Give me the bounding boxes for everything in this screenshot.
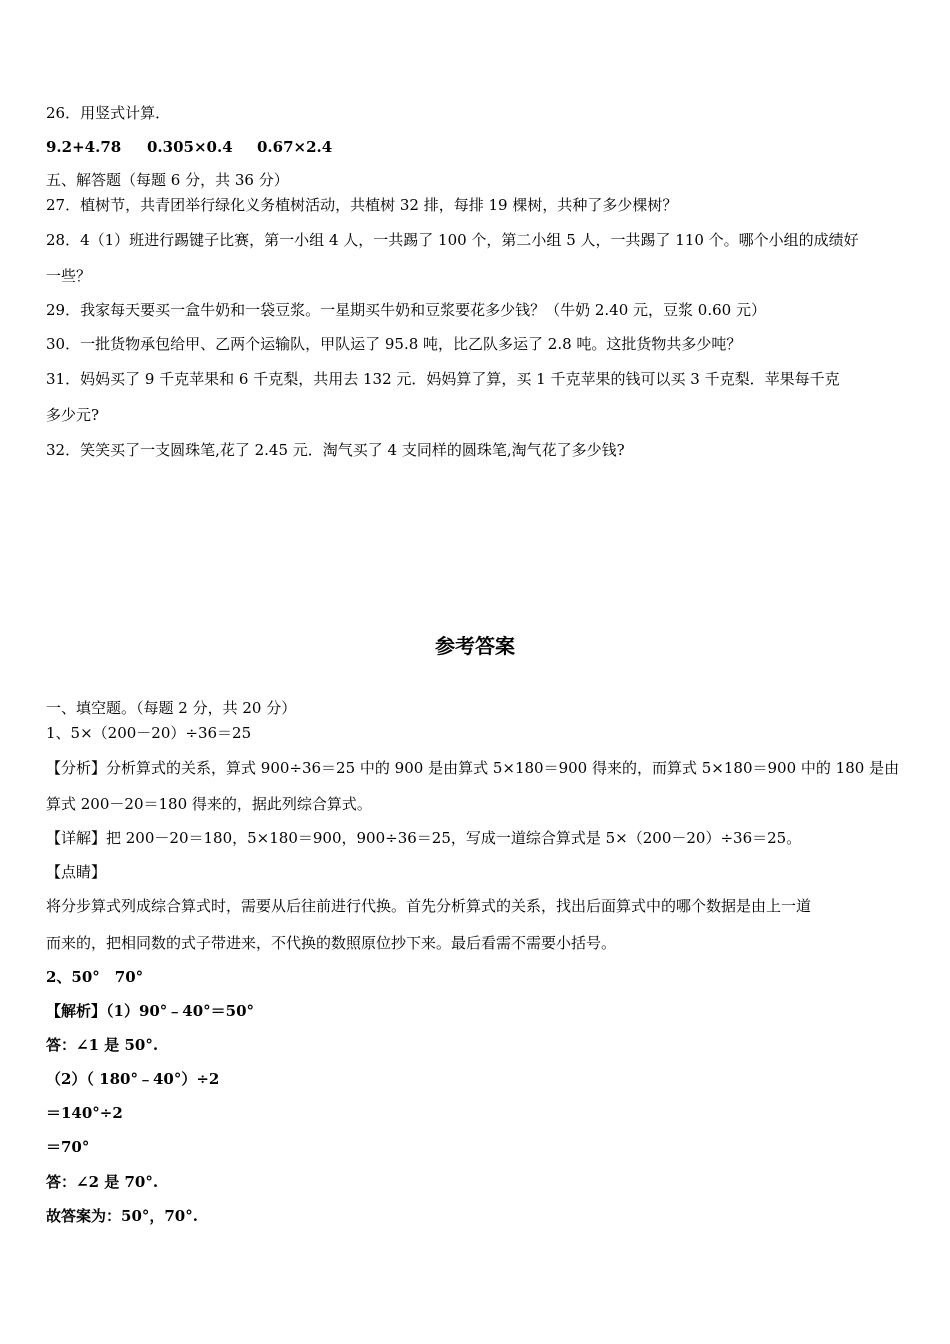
answer-2-step-2: ＝140°÷2: [46, 1104, 123, 1122]
calc-expression-2: 0.305×0.4: [147, 138, 233, 156]
answer-2-answer-1: 答：∠1 是 50°.: [46, 1036, 159, 1054]
calc-expression-3: 0.67×2.4: [257, 138, 333, 156]
answer-2-answer-2: 答：∠2 是 70°.: [46, 1173, 159, 1191]
calc-expression-1: 9.2+4.78: [46, 138, 122, 156]
answer-1-tip-line-2: 而来的，把相同数的式子带进来，不代换的数照原位抄下来。最后看需不需要小括号。: [46, 934, 617, 952]
question-31-line-1: 31．妈妈买了 9 千克苹果和 6 千克梨，共用去 132 元．妈妈算了算，买 1 千克苹果的钱可以买 3 千克梨．苹果每千克: [46, 370, 840, 388]
answers-section-1-heading: 一、填空题。（每题 2 分，共 20 分）: [46, 699, 297, 717]
answer-1-tip-heading: 【点睛】: [46, 863, 107, 881]
answer-2-analysis: 【解析】（1）90°﹣40°＝50°: [46, 1002, 255, 1020]
question-26: 26．用竖式计算．: [46, 104, 171, 122]
question-28-line-2: 一些？: [46, 267, 92, 285]
answer-2-final: 故答案为：50°，70°.: [46, 1207, 198, 1225]
question-29: 29．我家每天要买一盒牛奶和一袋豆浆。一星期买牛奶和豆浆要花多少钱？（牛奶 2.40 元，豆浆 0.60 元）: [46, 301, 766, 319]
answer-1-detail: 【详解】把 200－20＝180，5×180＝900，900÷36＝25，写成一道综合算式是 5×（200－20）÷36＝25。: [46, 829, 802, 847]
question-28-line-1: 28．4（1）班进行踢键子比赛，第一小组 4 人，一共踢了 100 个，第二小组 5 人，一共踢了 110 个。哪个小组的成绩好: [46, 231, 859, 249]
answer-2-step-3: ＝70°: [46, 1138, 90, 1156]
answer-2: 2、50° 70°: [46, 968, 144, 986]
answer-1-tip-line-1: 将分步算式列成综合算式时，需要从后往前进行代换。首先分析算式的关系，找出后面算式中的哪个数据是由上一道: [46, 897, 812, 915]
answer-1-analysis-line-1: 【分析】分析算式的关系，算式 900÷36＝25 中的 900 是由算式 5×180＝900 得来的，而算式 5×180＝900 中的 180 是由: [46, 759, 900, 777]
answer-1-analysis-line-2: 算式 200－20＝180 得来的，据此列综合算式。: [46, 795, 372, 813]
question-31-line-2: 多少元?: [46, 406, 100, 424]
answers-title: 参考答案: [435, 634, 515, 658]
calc-expressions: [46, 137, 332, 157]
answer-2-step-1: （2）（ 180°﹣40°）÷2: [46, 1070, 220, 1088]
section-5-heading: 五、解答题（每题 6 分，共 36 分）: [46, 171, 289, 189]
question-30: 30．一批货物承包给甲、乙两个运输队，甲队运了 95.8 吨，比乙队多运了 2.8 吨。这批货物共多少吨？: [46, 335, 742, 353]
question-32: 32．笑笑买了一支圆珠笔,花了 2.45 元．淘气买了 4 支同样的圆珠笔,淘气花了多少钱?: [46, 441, 625, 459]
question-27: 27．植树节，共青团举行绿化义务植树活动，共植树 32 排，每排 19 棵树，共种了多少棵树？: [46, 196, 678, 214]
answer-1: 1、5×（200－20）÷36＝25: [46, 724, 252, 742]
